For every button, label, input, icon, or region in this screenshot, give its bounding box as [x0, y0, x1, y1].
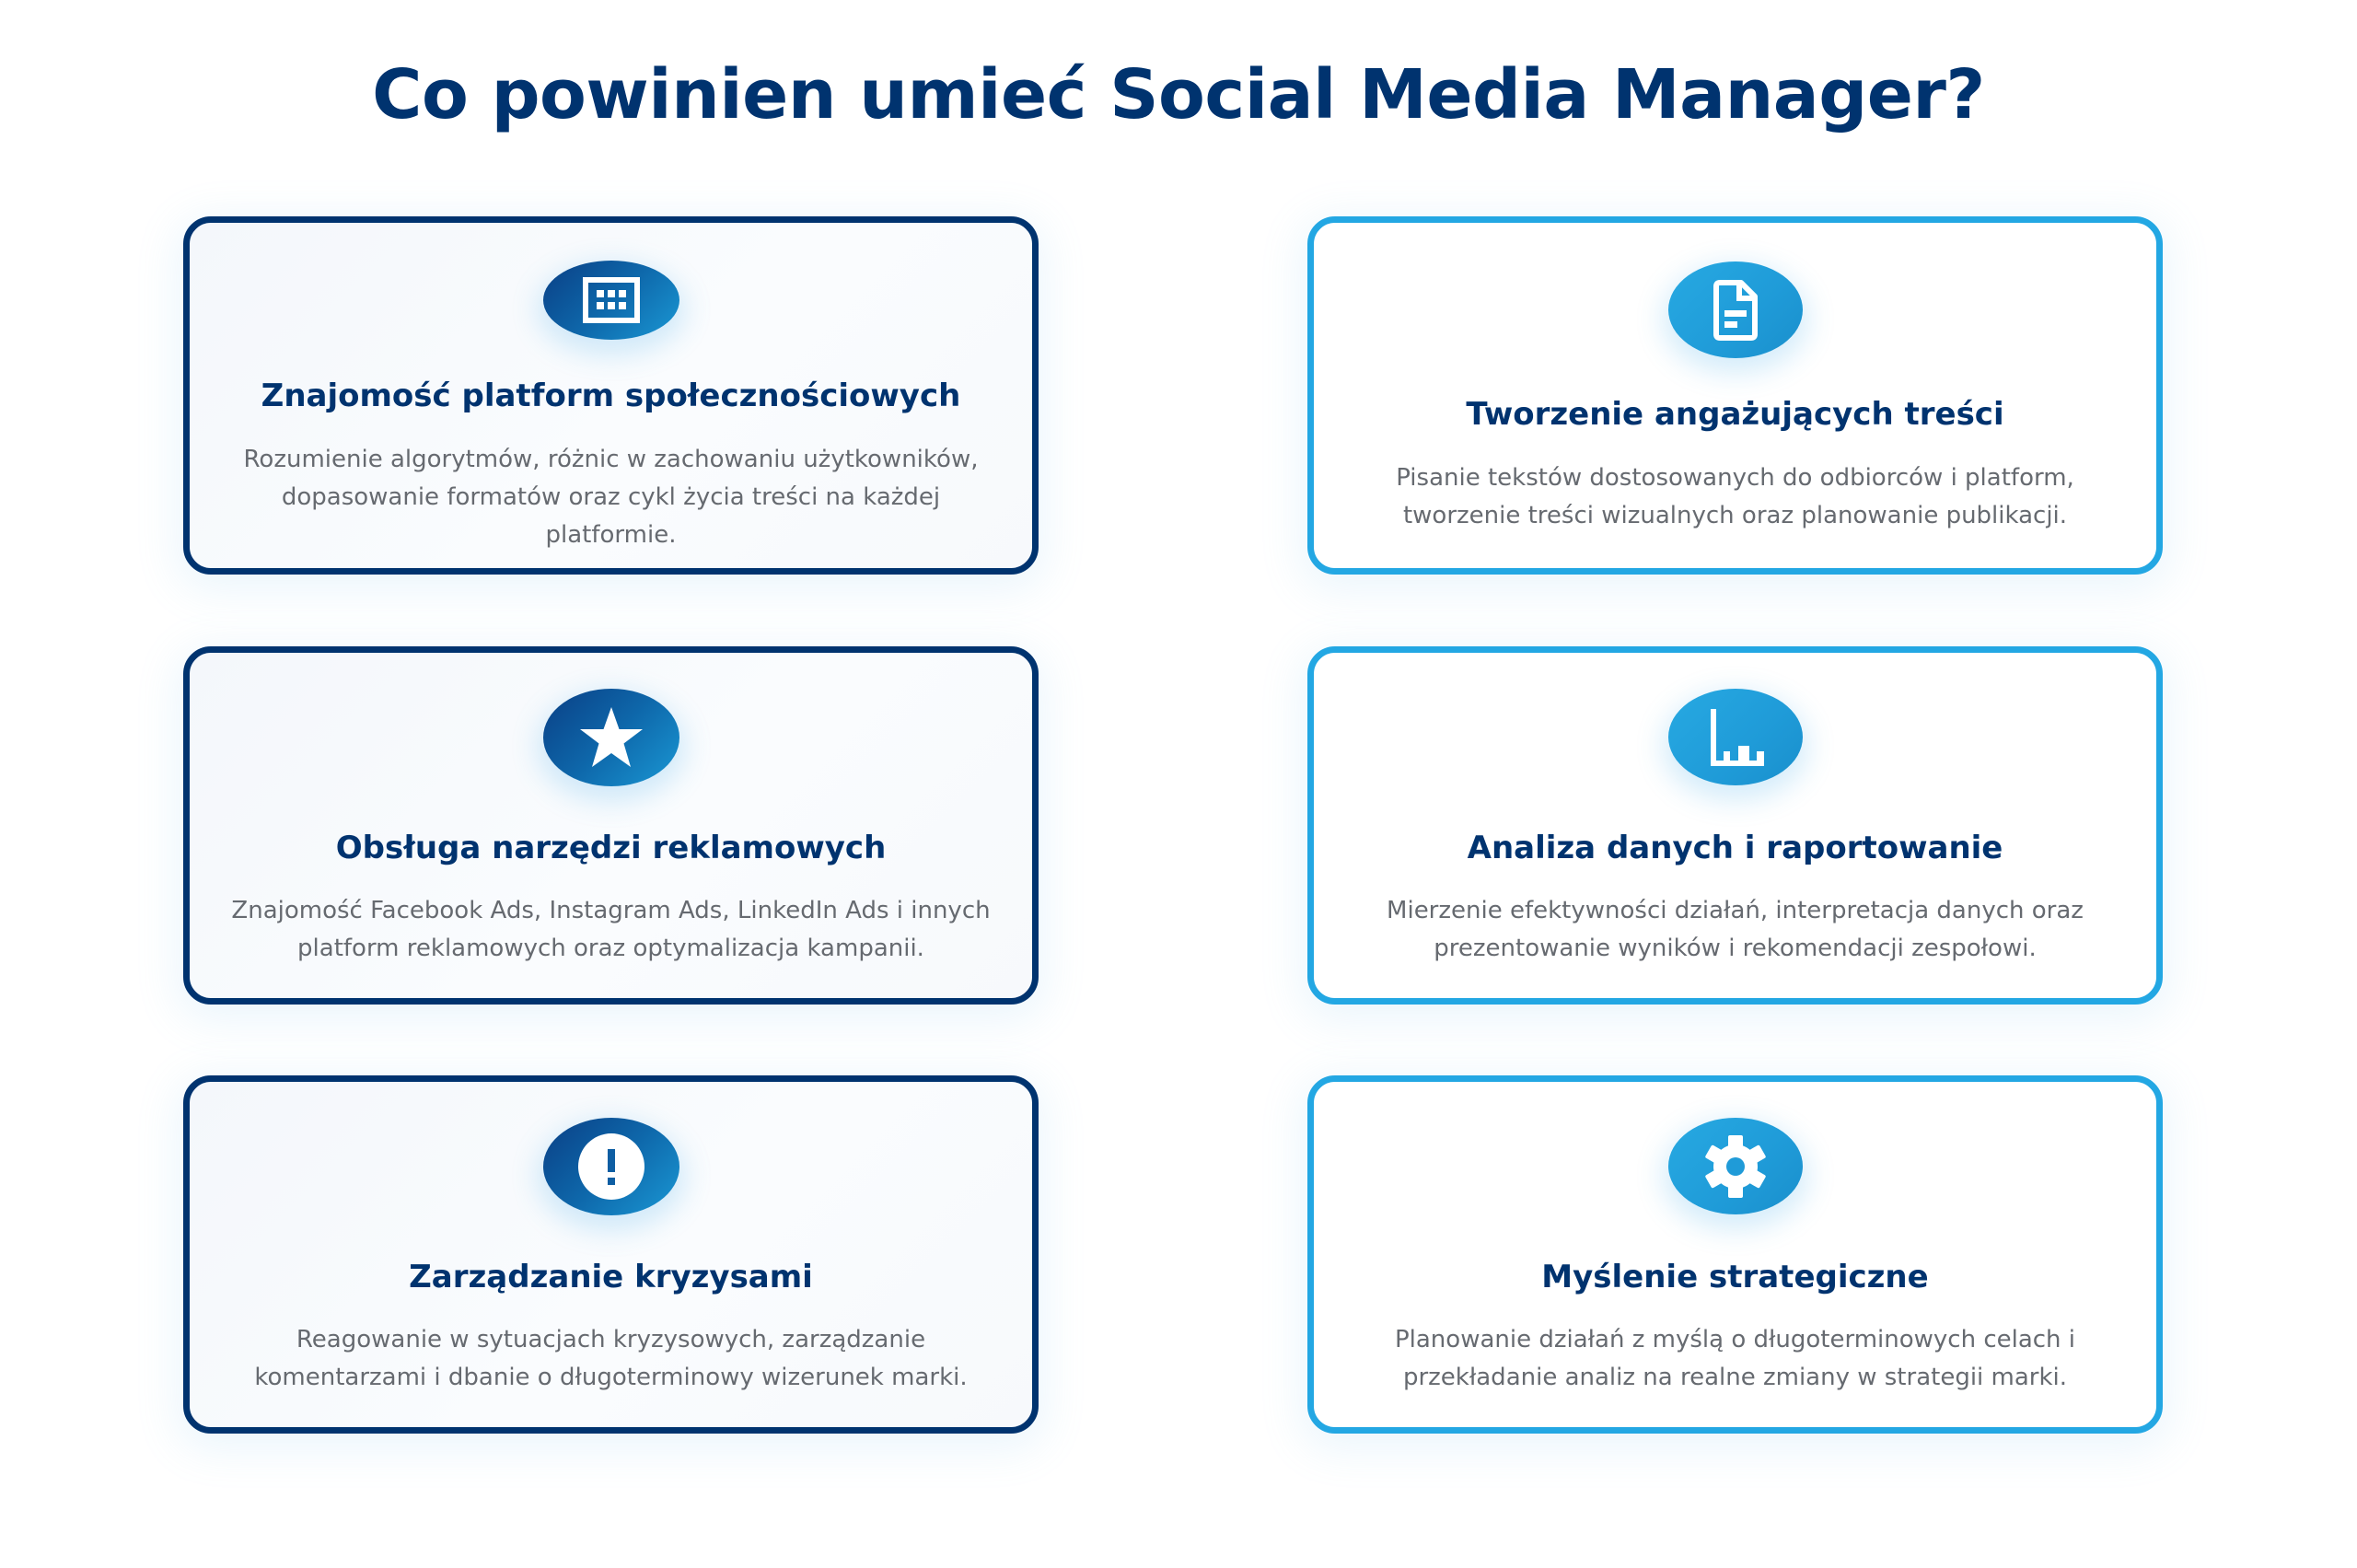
card-description: Rozumienie algorytmów, różnic w zachowaniu użytkowników, dopasowanie formatów oraz cykl życia treści na każdej platformie. — [243, 446, 979, 549]
alert-icon — [543, 1118, 679, 1215]
card-title: Obsługa narzędzi reklamowych — [335, 830, 887, 866]
card-description: Pisanie tekstów dostosowanych do odbiorców i platform, tworzenie treści wizualnych oraz planowanie publikacji. — [1396, 464, 2074, 529]
card-title: Myślenie strategiczne — [1541, 1259, 1929, 1295]
bar-chart-icon — [1668, 689, 1803, 785]
document-icon — [1668, 261, 1803, 358]
skill-card-ad-tools — [183, 646, 1039, 1005]
skill-card-content-creation — [1307, 216, 2163, 575]
card-description: Mierzenie efektywności działań, interpretacja danych oraz prezentowanie wyników i rekomendacji zespołowi. — [1387, 897, 2084, 962]
skill-card-crisis-management — [183, 1075, 1039, 1434]
card-title: Zarządzanie kryzysami — [409, 1259, 813, 1295]
page-title: Co powinien umieć Social Media Manager? — [372, 55, 1985, 134]
skill-card-data-analysis — [1307, 646, 2163, 1005]
calendar-grid-icon — [543, 261, 679, 340]
card-title: Analiza danych i raportowanie — [1467, 830, 2003, 866]
card-title: Tworzenie angażujących treści — [1466, 396, 2004, 433]
star-icon — [543, 689, 679, 786]
card-description: Planowanie działań z myślą o długoterminowych celach i przekładanie analiz na realne zmiany w strategii marki. — [1394, 1326, 2076, 1391]
card-description: Reagowanie w sytuacjach kryzysowych, zarządzanie komentarzami i dbanie o długoterminowy wizerunek marki. — [254, 1326, 968, 1391]
card-title: Znajomość platform społecznościowych — [261, 377, 961, 414]
gear-icon — [1668, 1118, 1803, 1214]
card-description: Znajomość Facebook Ads, Instagram Ads, LinkedIn Ads i innych platform reklamowych oraz optymalizacja kampanii. — [231, 897, 991, 962]
skill-card-social-platforms — [183, 216, 1039, 575]
skill-card-strategic-thinking — [1307, 1075, 2163, 1434]
